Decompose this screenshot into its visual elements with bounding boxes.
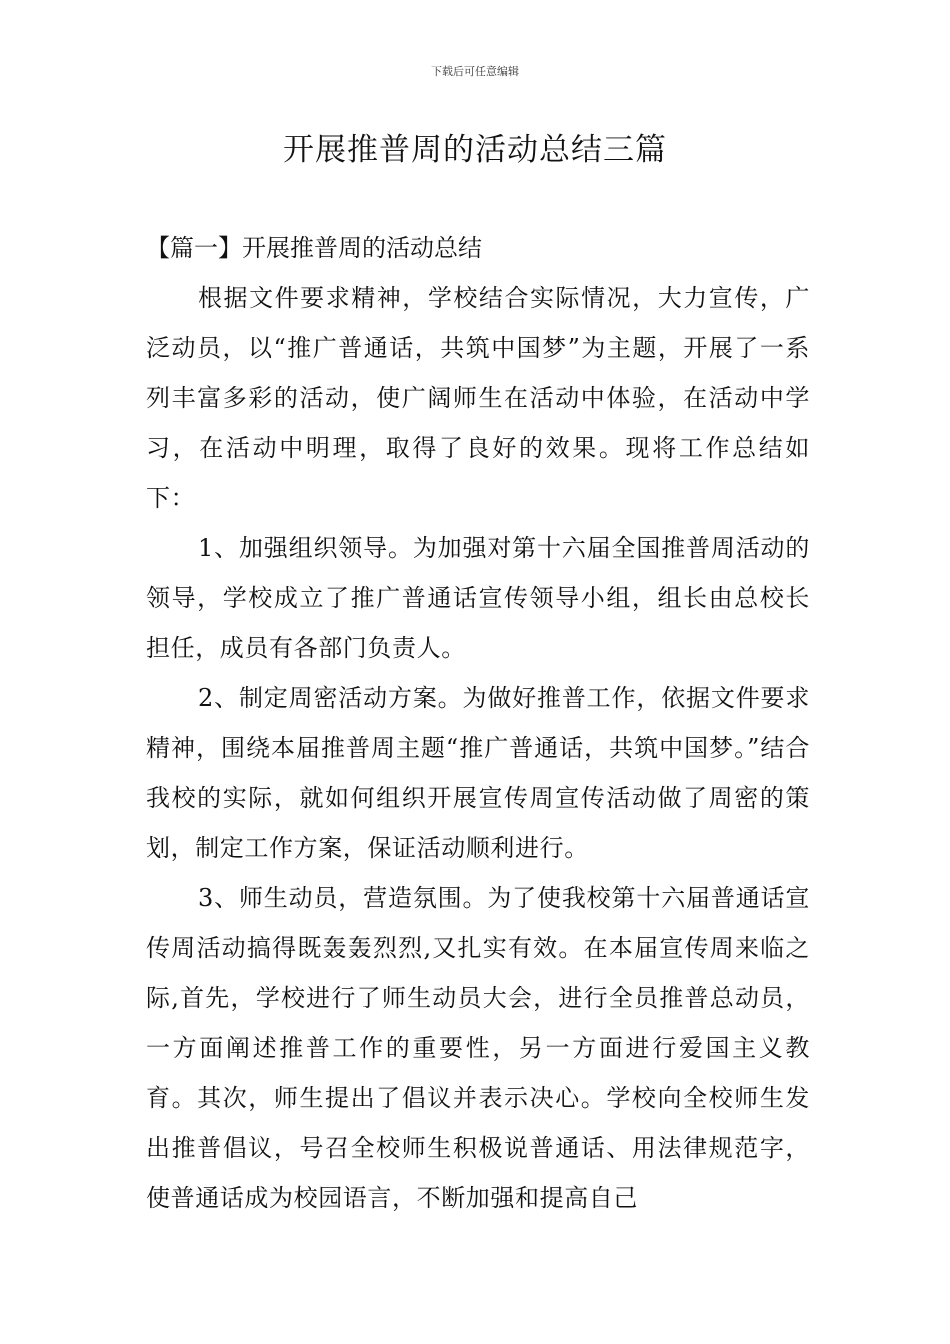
body-paragraph-item-3: 3、师生动员，营造氛围。为了使我校第十六届普通话宣传周活动搞得既轰轰烈烈,又扎实有效。在本届宣传周来临之际,首先，学校进行了师生动员大会，进行全员推普总动员，一方面阐述推普工作的重要性，另一方面进行爱国主义教育。其次，师生提出了倡议并表示决心。学校向全校师生发出推普倡议，号召全校师生积极说普通话、用法律规范字，使普通话成为校园语言，不断加强和提高自己: [146, 884, 810, 1212]
header-note: 下载后可任意编辑: [431, 65, 519, 78]
document-title: 开展推普周的活动总结三篇: [283, 132, 667, 168]
body-paragraph-intro: 根据文件要求精神，学校结合实际情况，大力宣传，广泛动员，以“推广普通话，共筑中国梦”为主题，开展了一系列丰富多彩的活动，使广阔师生在活动中体验，在活动中学习，在活动中明理，取得了良好的效果。现将工作总结如下：: [146, 284, 810, 512]
section-heading: 【篇一】开展推普周的活动总结: [146, 234, 482, 262]
body-paragraph-item-1: 1、加强组织领导。为加强对第十六届全国推普周活动的领导，学校成立了推广普通话宣传领导小组，组长由总校长担任，成员有各部门负责人。: [146, 534, 810, 662]
document-body: [146, 223, 810, 1223]
body-paragraph-item-2: 2、制定周密活动方案。为做好推普工作，依据文件要求精神，围绕本届推普周主题“推广普通话，共筑中国梦。”结合我校的实际，就如何组织开展宣传周宣传活动做了周密的策划，制定工作方案，保证活动顺利进行。: [146, 684, 810, 862]
